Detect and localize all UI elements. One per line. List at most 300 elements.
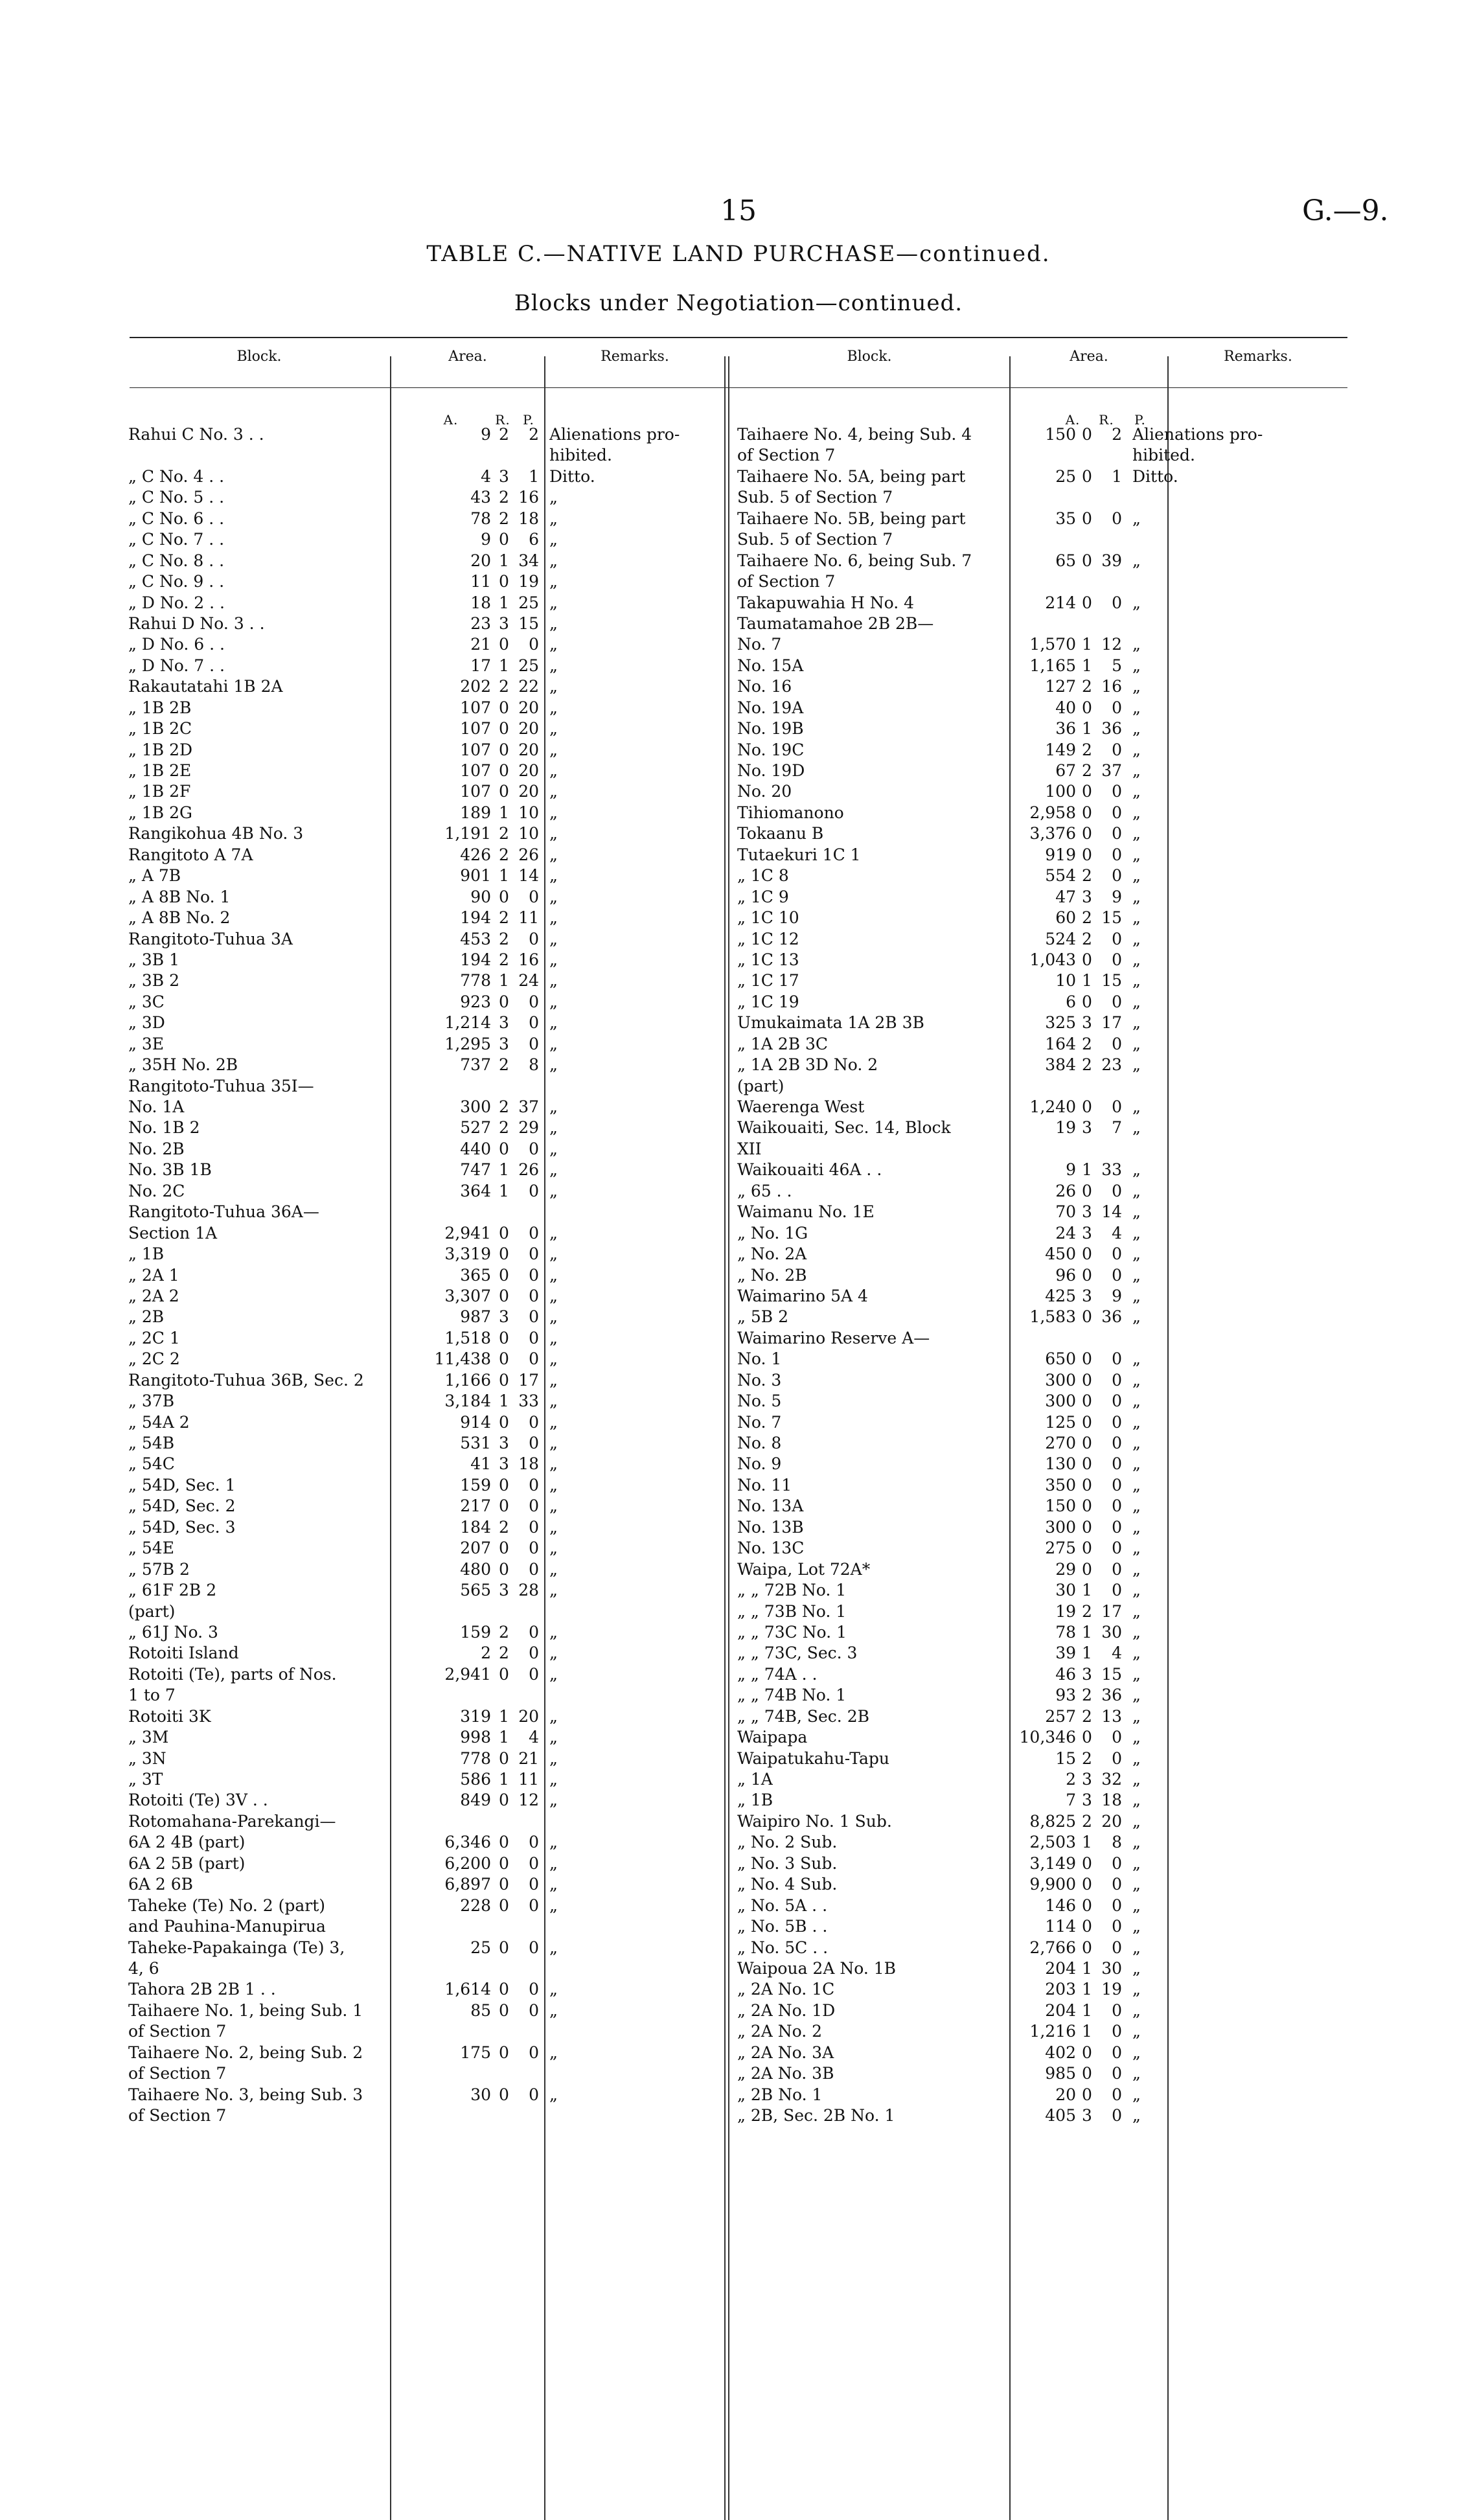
perches-cell: 16 [518, 950, 539, 969]
remarks-cell: „ [549, 1349, 558, 1369]
acres-cell: 985 [1045, 2064, 1076, 2083]
perches-cell: 0 [529, 1875, 539, 1894]
acres-cell: 2,766 [1029, 1938, 1076, 1957]
block-cell: Waimarino Reserve A— [737, 1328, 930, 1347]
table-row [128, 1076, 711, 1097]
roods-cell: 0 [499, 1349, 509, 1369]
table-row [737, 2085, 1359, 2105]
acres-cell: 6,346 [444, 1833, 491, 1852]
roods-cell: 0 [1082, 1370, 1092, 1390]
perches-cell: 21 [518, 1748, 539, 1768]
block-cell: „ 2C 1 [128, 1328, 180, 1347]
roods-cell: 2 [1082, 740, 1092, 759]
acres-cell: 207 [460, 1539, 491, 1558]
perches-cell: 0 [1112, 1349, 1122, 1369]
block-cell: 1 to 7 [128, 1686, 176, 1705]
table-row [737, 1832, 1359, 1853]
acres-cell: 8,825 [1029, 1811, 1076, 1831]
block-cell: „ 1B 2G [128, 803, 192, 822]
remarks-cell: „ [549, 551, 558, 570]
roods-cell: 0 [499, 719, 509, 739]
roods-cell: 0 [1082, 1896, 1092, 1915]
perches-cell: 28 [518, 1581, 539, 1600]
perches-cell: 10 [518, 803, 539, 822]
acres-cell: 159 [460, 1622, 491, 1642]
remarks-cell: „ [549, 1265, 558, 1285]
table-row [128, 1370, 711, 1391]
block-cell: „ „ 73C No. 1 [737, 1622, 847, 1642]
block-cell: Waikouaiti 46A . . [737, 1160, 882, 1180]
acres-cell: 2 [1066, 1770, 1076, 1789]
acres-cell: 228 [460, 1896, 491, 1915]
block-cell: „ A 8B No. 2 [128, 908, 231, 928]
roods-cell: 0 [499, 761, 509, 780]
table-row [737, 1076, 1359, 1097]
acres-cell: 1,518 [444, 1328, 491, 1347]
acres-cell: 914 [460, 1412, 491, 1432]
perches-cell: 0 [1112, 1875, 1122, 1894]
roods-cell: 0 [499, 1875, 509, 1894]
table-row [128, 1412, 711, 1433]
perches-cell: 0 [1112, 1244, 1122, 1264]
perches-cell: 24 [518, 971, 539, 991]
perches-cell: 0 [1112, 2000, 1122, 2020]
block-cell: „ 2A No. 2 [737, 2022, 823, 2041]
right-perches-unit: P. [1134, 412, 1146, 428]
roods-cell: 0 [1082, 509, 1092, 528]
acres-cell: 30 [470, 2085, 491, 2104]
roods-cell: 1 [1082, 971, 1092, 991]
block-cell: „ „ 73B No. 1 [737, 1601, 847, 1621]
remarks-cell: „ [1132, 1853, 1141, 1873]
roods-cell: 0 [499, 635, 509, 654]
block-cell: „ 2A 2 [128, 1286, 179, 1305]
acres-cell: 175 [460, 2043, 491, 2062]
remarks-cell: „ [1132, 2106, 1141, 2125]
remarks-cell: „ [549, 1644, 558, 1663]
acres-cell: 47 [1055, 887, 1076, 906]
acres-cell: 554 [1045, 866, 1076, 886]
roods-cell: 2 [499, 1622, 509, 1642]
perches-cell: 8 [529, 1055, 539, 1075]
remarks-cell: „ [1132, 1833, 1141, 1852]
remarks-cell: „ [549, 1055, 558, 1075]
block-cell: „ 61F 2B 2 [128, 1581, 217, 1600]
perches-cell: 18 [518, 1454, 539, 1474]
block-cell: No. 5 [737, 1392, 782, 1411]
roods-cell: 0 [1082, 950, 1092, 969]
remarks-cell: „ [549, 1475, 558, 1495]
acres-cell: 184 [460, 1517, 491, 1537]
table-row [737, 1139, 1359, 1160]
roods-cell: 0 [499, 1223, 509, 1243]
roods-cell: 2 [499, 845, 509, 864]
roods-cell: 1 [499, 1392, 509, 1411]
perches-cell: 36 [1101, 1686, 1122, 1705]
remarks-cell: „ [549, 1370, 558, 1390]
block-cell: „ C No. 7 . . [128, 530, 225, 549]
table-row [737, 950, 1359, 970]
block-cell: „ 2A No. 3B [737, 2064, 834, 2083]
roods-cell: 0 [1082, 2085, 1092, 2104]
block-cell: „ No. 2B [737, 1265, 807, 1285]
acres-cell: 194 [460, 950, 491, 969]
roods-cell: 0 [499, 698, 509, 717]
remarks-cell: „ [549, 1664, 558, 1684]
remarks-cell: „ [1132, 719, 1141, 739]
perches-cell: 0 [1112, 1034, 1122, 1053]
perches-cell: 0 [529, 1539, 539, 1558]
roods-cell: 0 [499, 1370, 509, 1390]
roods-cell: 0 [499, 2085, 509, 2104]
remarks-cell: „ [1132, 740, 1141, 759]
perches-cell: 20 [518, 761, 539, 780]
remarks-cell: „ [1132, 1770, 1141, 1789]
remarks-cell: „ [549, 1328, 558, 1347]
perches-cell: 4 [1112, 1223, 1122, 1243]
perches-cell: 0 [1112, 866, 1122, 886]
acres-cell: 150 [1045, 425, 1076, 444]
table-row [128, 2021, 711, 2042]
acres-cell: 214 [1045, 593, 1076, 612]
roods-cell: 0 [499, 1748, 509, 1768]
perches-cell: 0 [529, 1644, 539, 1663]
left-acres-unit: A. [443, 412, 459, 428]
block-cell: „ 54D, Sec. 1 [128, 1475, 236, 1495]
table-row [737, 1265, 1359, 1286]
acres-cell: 78 [1055, 1622, 1076, 1642]
remarks-cell: „ [549, 1896, 558, 1915]
perches-cell: 20 [1101, 1811, 1122, 1831]
perches-cell: 16 [518, 488, 539, 507]
acres-cell: 2,958 [1029, 803, 1076, 822]
table-row [128, 1685, 711, 1706]
remarks-cell: „ [549, 1728, 558, 1747]
acres-cell: 39 [1055, 1644, 1076, 1663]
acres-cell: 60 [1055, 908, 1076, 928]
block-cell: „ 5B 2 [737, 1307, 789, 1327]
table-row [128, 2000, 711, 2021]
roods-cell: 2 [499, 1517, 509, 1537]
acres-cell: 1,043 [1029, 950, 1076, 969]
remarks-cell: „ [549, 1307, 558, 1327]
acres-cell: 3,184 [444, 1392, 491, 1411]
perches-cell: 20 [518, 782, 539, 801]
block-cell: (part) [128, 1601, 176, 1621]
perches-cell: 14 [518, 866, 539, 886]
block-cell: Taihaere No. 3, being Sub. 3 [128, 2085, 363, 2104]
block-cell: Taihaere No. 6, being Sub. 7 [737, 551, 972, 570]
block-cell: Taheke-Papakainga (Te) 3, [128, 1938, 345, 1957]
acres-cell: 204 [1045, 1958, 1076, 1978]
block-cell: „ 65 . . [737, 1181, 792, 1200]
remarks-cell: „ [1132, 950, 1141, 969]
table-row [737, 1706, 1359, 1727]
block-cell: „ No. 5C . . [737, 1938, 829, 1957]
perches-cell: 0 [1112, 2106, 1122, 2125]
block-cell: „ 1C 19 [737, 992, 799, 1011]
perches-cell: 0 [529, 929, 539, 948]
acres-cell: 2,941 [444, 1223, 491, 1243]
table-row [737, 1223, 1359, 1244]
roods-cell: 1 [1082, 1958, 1092, 1978]
block-cell: „ 1C 8 [737, 866, 789, 886]
roods-cell: 3 [1082, 1770, 1092, 1789]
roods-cell: 0 [499, 992, 509, 1011]
table-row [128, 1034, 711, 1055]
roods-cell: 1 [1082, 635, 1092, 654]
center-divider [724, 356, 726, 2520]
remarks-cell: „ [1132, 761, 1141, 780]
perches-cell: 11 [518, 908, 539, 928]
roods-cell: 0 [499, 1559, 509, 1579]
acres-cell: 350 [1045, 1475, 1076, 1495]
block-cell: „ „ 73C, Sec. 3 [737, 1644, 858, 1663]
perches-cell: 0 [1112, 2064, 1122, 2083]
left-remarks-header: Remarks. [601, 349, 669, 365]
remarks-cell: „ [1132, 1938, 1141, 1957]
roods-cell: 1 [499, 866, 509, 886]
perches-cell: 0 [1112, 1853, 1122, 1873]
perches-cell: 0 [529, 1265, 539, 1285]
roods-cell: 0 [1082, 1853, 1092, 1873]
remarks-cell: „ [549, 2043, 558, 2062]
block-cell: „ 1B [128, 1244, 165, 1264]
table-row [128, 950, 711, 970]
remarks-cell: „ [1132, 1917, 1141, 1936]
perches-cell: 0 [529, 1349, 539, 1369]
acres-cell: 21 [470, 635, 491, 654]
roods-cell: 3 [1082, 887, 1092, 906]
block-cell: Rangitoto-Tuhua 3A [128, 929, 293, 948]
remarks-cell: „ [549, 950, 558, 969]
table-row [128, 1938, 711, 1958]
remarks-cell: „ [549, 1706, 558, 1726]
remarks-cell: „ [549, 1286, 558, 1305]
perches-cell: 0 [1112, 509, 1122, 528]
remarks-cell: „ [549, 1118, 558, 1138]
roods-cell: 0 [1082, 1097, 1092, 1116]
remarks-cell: „ [549, 1392, 558, 1411]
acres-cell: 1,614 [444, 1980, 491, 1999]
acres-cell: 26 [1055, 1181, 1076, 1200]
perches-cell: 0 [529, 1286, 539, 1305]
perches-cell: 0 [1112, 950, 1122, 969]
perches-cell: 0 [1112, 929, 1122, 948]
table-row [737, 487, 1359, 508]
perches-cell: 15 [1101, 908, 1122, 928]
table-row [128, 1286, 711, 1307]
roods-cell: 0 [1082, 1496, 1092, 1516]
remarks-cell: „ [1132, 1013, 1141, 1033]
perches-cell: 30 [1101, 1958, 1122, 1978]
block-cell: No. 7 [737, 635, 782, 654]
acres-cell: 365 [460, 1265, 491, 1285]
acres-cell: 300 [460, 1097, 491, 1116]
perches-cell: 0 [1112, 1559, 1122, 1579]
table-row [737, 656, 1359, 676]
block-cell: No. 13B [737, 1517, 804, 1537]
remarks-cell: „ [1132, 1307, 1141, 1327]
perches-cell: 2 [1112, 425, 1122, 444]
table-row [737, 509, 1359, 529]
table-row [737, 1370, 1359, 1391]
left-table-half [128, 424, 711, 2126]
remarks-cell: „ [1132, 1370, 1141, 1390]
perches-cell: 5 [1112, 656, 1122, 675]
roods-cell: 1 [1082, 1644, 1092, 1663]
acres-cell: 1,214 [444, 1013, 491, 1033]
table-row [737, 781, 1359, 802]
block-cell: „ 3B 1 [128, 950, 180, 969]
roods-cell: 0 [1082, 1454, 1092, 1474]
block-cell: „ „ 72B No. 1 [737, 1581, 847, 1600]
remarks-cell: „ [1132, 1539, 1141, 1558]
remarks-cell: „ [1132, 593, 1141, 612]
acres-cell: 1,240 [1029, 1097, 1076, 1116]
perches-cell: 29 [518, 1118, 539, 1138]
perches-cell: 0 [1112, 803, 1122, 822]
acres-cell: 998 [460, 1728, 491, 1747]
perches-cell: 0 [1112, 1938, 1122, 1957]
acres-cell: 453 [460, 929, 491, 948]
table-row [737, 1391, 1359, 1412]
block-cell: „ 57B 2 [128, 1559, 190, 1579]
roods-cell: 3 [499, 1013, 509, 1033]
acres-cell: 40 [1055, 698, 1076, 717]
roods-cell: 1 [1082, 719, 1092, 739]
remarks-cell: „ [1132, 698, 1141, 717]
acres-cell: 78 [470, 509, 491, 528]
roods-cell: 2 [499, 908, 509, 928]
acres-cell: 747 [460, 1160, 491, 1180]
perches-cell: 0 [1112, 845, 1122, 864]
remarks-cell: „ [1132, 635, 1141, 654]
roods-cell: 0 [499, 1539, 509, 1558]
roods-cell: 1 [1082, 656, 1092, 675]
block-cell: Tahora 2B 2B 1 . . [128, 1980, 276, 1999]
roods-cell: 3 [499, 1034, 509, 1053]
table-row [128, 613, 711, 634]
roods-cell: 2 [1082, 1686, 1092, 1705]
block-cell: „ 54D, Sec. 2 [128, 1496, 236, 1516]
table-row [737, 2063, 1359, 2084]
block-cell: Waerenga West [737, 1097, 865, 1116]
roods-cell: 3 [499, 1581, 509, 1600]
perches-cell: 0 [529, 1328, 539, 1347]
block-cell: Taheke (Te) No. 2 (part) [128, 1896, 326, 1915]
perches-cell: 0 [1112, 782, 1122, 801]
block-cell: „ 2A No. 1D [737, 2000, 836, 2020]
perches-cell: 25 [518, 593, 539, 612]
acres-cell: 2,503 [1029, 1833, 1076, 1852]
table-row [128, 445, 711, 466]
roods-cell: 0 [499, 1896, 509, 1915]
block-cell: of Section 7 [128, 2022, 227, 2041]
right-acres-unit: A. [1065, 412, 1081, 428]
remarks-cell: „ [549, 509, 558, 528]
remarks-cell: „ [1132, 1496, 1141, 1516]
table-row [128, 1013, 711, 1033]
acres-cell: 1,583 [1029, 1307, 1076, 1327]
roods-cell: 2 [1082, 1034, 1092, 1053]
remarks-cell: „ [1132, 908, 1141, 928]
acres-cell: 9 [481, 530, 491, 549]
perches-cell: 32 [1101, 1770, 1122, 1789]
remarks-cell: „ [1132, 1559, 1141, 1579]
perches-cell: 36 [1101, 719, 1122, 739]
table-row [128, 1496, 711, 1517]
acres-cell: 524 [1045, 929, 1076, 948]
table-row [128, 1349, 711, 1369]
table-row [737, 1896, 1359, 1916]
block-cell: „ 3E [128, 1034, 165, 1053]
table-row [737, 823, 1359, 844]
perches-cell: 0 [529, 1475, 539, 1495]
roods-cell: 0 [499, 1664, 509, 1684]
acres-cell: 107 [460, 782, 491, 801]
perches-cell: 0 [529, 1853, 539, 1873]
block-cell: Rotoiti 3K [128, 1706, 211, 1726]
acres-cell: 107 [460, 719, 491, 739]
block-cell: Waimanu No. 1E [737, 1202, 875, 1222]
table-row [737, 593, 1359, 613]
acres-cell: 319 [460, 1706, 491, 1726]
acres-cell: 149 [1045, 740, 1076, 759]
table-row [737, 1559, 1359, 1580]
perches-cell: 0 [529, 1013, 539, 1033]
block-cell: No. 3B 1B [128, 1160, 212, 1180]
remarks-cell: „ [549, 845, 558, 864]
acres-cell: 531 [460, 1434, 491, 1452]
acres-cell: 29 [1055, 1559, 1076, 1579]
perches-cell: 0 [529, 1307, 539, 1327]
block-cell: Rahui D No. 3 . . [128, 613, 265, 633]
perches-cell: 2 [529, 425, 539, 444]
table-row [128, 761, 711, 781]
table-row [737, 1622, 1359, 1643]
acres-cell: 150 [1045, 1496, 1076, 1516]
perches-cell: 0 [1112, 740, 1122, 759]
table-row [737, 1412, 1359, 1433]
roods-cell: 0 [1082, 1539, 1092, 1558]
remarks-cell: „ [1132, 1181, 1141, 1200]
roods-cell: 2 [1082, 1706, 1092, 1726]
block-cell: „ 2B, Sec. 2B No. 1 [737, 2106, 895, 2125]
acres-cell: 1,295 [444, 1034, 491, 1053]
remarks-cell: „ [549, 2000, 558, 2020]
block-cell: Taumatamahoe 2B 2B— [737, 613, 934, 633]
roods-cell: 3 [499, 613, 509, 633]
block-cell: No. 19B [737, 719, 804, 739]
roods-cell: 0 [1082, 466, 1092, 486]
table-row [128, 1896, 711, 1916]
block-cell: „ 1B [737, 1791, 773, 1810]
block-cell: Rangitoto-Tuhua 36B, Sec. 2 [128, 1370, 364, 1390]
remarks-cell: „ [1132, 1349, 1141, 1369]
perches-cell: 0 [529, 1496, 539, 1516]
table-row [128, 1769, 711, 1790]
roods-cell: 2 [1082, 1748, 1092, 1768]
block-cell: Sub. 5 of Section 7 [737, 530, 893, 549]
roods-cell: 1 [1082, 1622, 1092, 1642]
acres-cell: 65 [1055, 551, 1076, 570]
table-row [128, 1538, 711, 1559]
roods-cell: 0 [499, 1475, 509, 1495]
roods-cell: 1 [499, 803, 509, 822]
remarks-cell: „ [1132, 1034, 1141, 1053]
acres-cell: 565 [460, 1581, 491, 1600]
